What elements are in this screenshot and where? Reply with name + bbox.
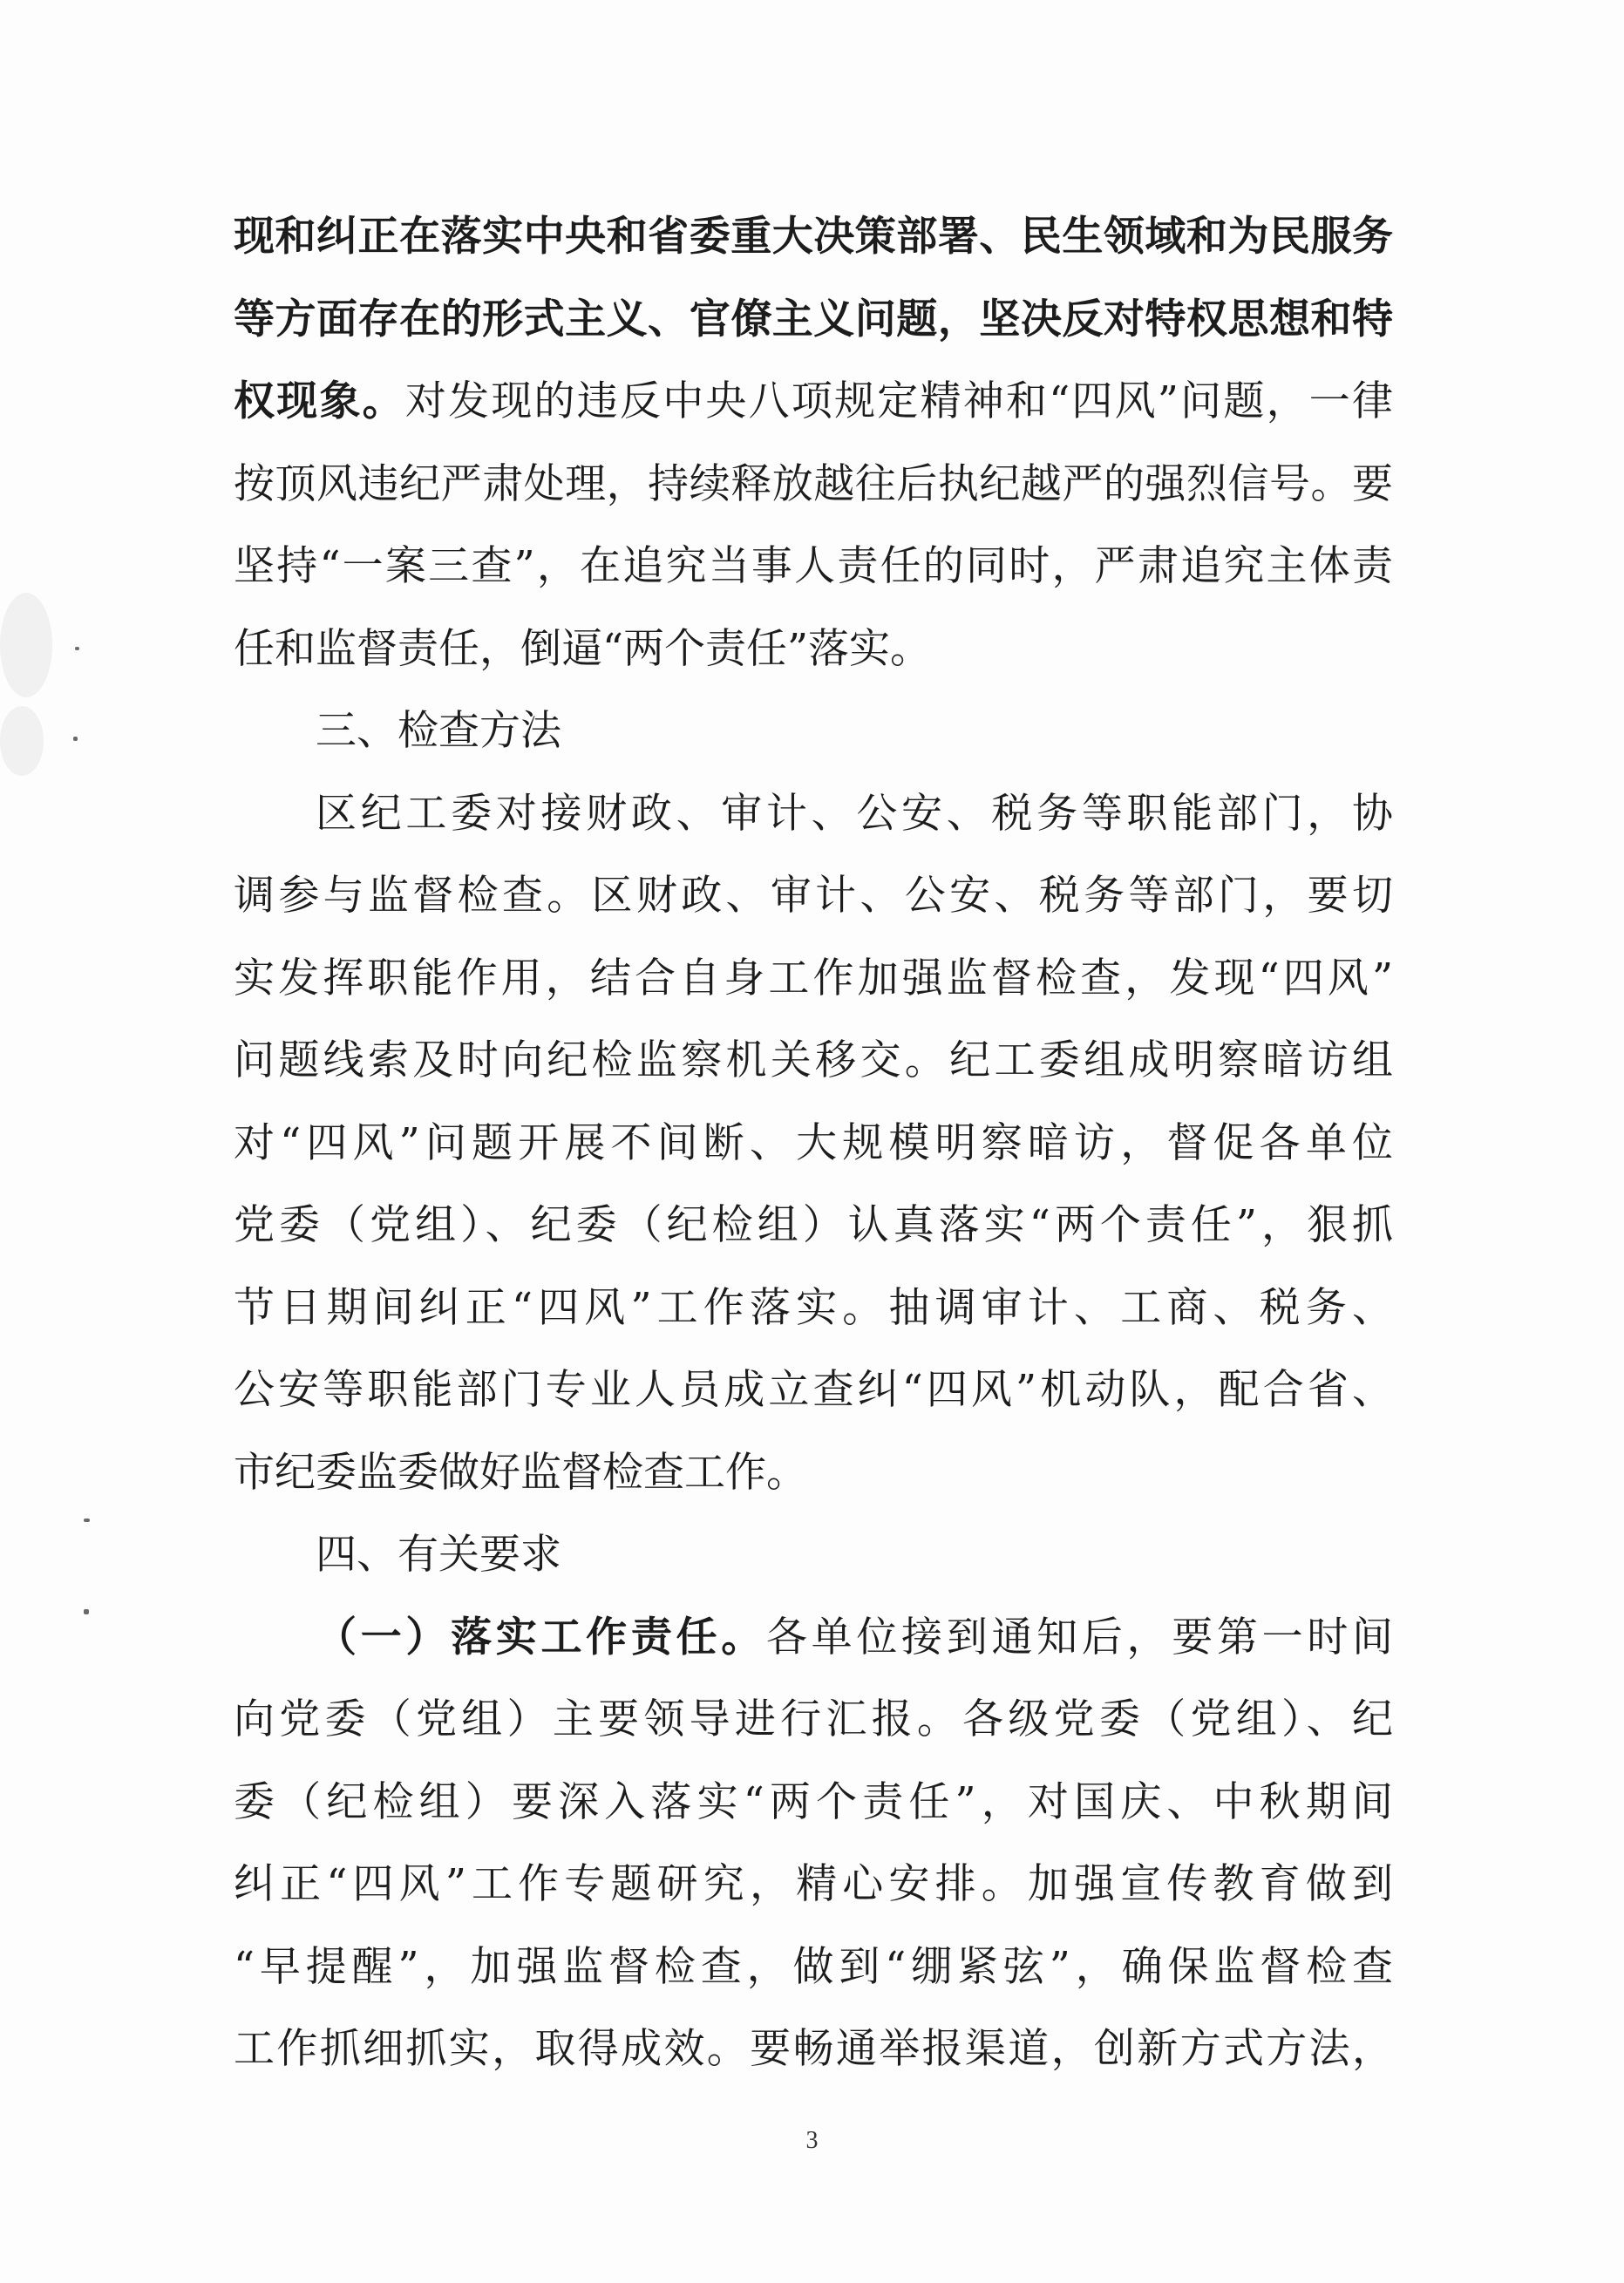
body-line: [234, 1597, 1393, 1680]
body-line: 任和监督责任，倒逼“两个责任”落实。: [234, 624, 932, 673]
body-line: 纠正“四风”工作专题研究，精心安排。加强宣传教育做到: [234, 1860, 1393, 1908]
body-line: 党委（党组）、纪委（纪检组）认真落实“两个责任”，狠抓: [234, 1201, 1393, 1249]
scan-mark: [73, 737, 78, 741]
scan-mark: [75, 647, 79, 650]
body-line: 对“四风”问题开展不间断、大规模明察暗访，督促各单位: [234, 1118, 1393, 1167]
body-line: 工作抓细抓实，取得成效。要畅通举报渠道，创新方式方法，: [234, 2025, 1393, 2073]
body-line: [234, 361, 1393, 444]
body-line: 坚持“一案三查”，在追究当事人责任的同时，严肃追究主体责: [234, 542, 1393, 590]
scan-smudge: [0, 706, 44, 776]
body-line: 问题线索及时向纪检监察机关移交。纪工委组成明察暗访组: [234, 1036, 1393, 1084]
body-line: 公安等职能部门专业人员成立查纠“四风”机动队，配合省、: [234, 1366, 1393, 1414]
subsection-title: （一）落实工作责任。: [316, 1613, 766, 1661]
body-line-rest: 对发现的违反中央八项规定精神和“四风”问题，一律: [404, 377, 1393, 425]
body-line: 实发挥职能作用，结合自身工作加强监督检查，发现“四风”: [234, 954, 1393, 1002]
body-line: 市纪委监委做好监督检查工作。: [234, 1448, 807, 1497]
body-line: 向党委（党组）主要领导进行汇报。各级党委（党组）、纪: [234, 1695, 1393, 1743]
body-line: 调参与监督检查。区财政、审计、公安、税务等部门，要切: [234, 872, 1393, 920]
scan-mark: [84, 1609, 89, 1614]
body-line: 按顶风违纪严肃处理，持续释放越往后执纪越严的强烈信号。要: [234, 459, 1393, 508]
body-line: 委（纪检组）要深入落实“两个责任”，对国庆、中秋期间: [234, 1777, 1393, 1826]
body-line: 区纪工委对接财政、审计、公安、税务等职能部门，协: [316, 789, 1393, 838]
bold-phrase: 权现象。: [234, 377, 405, 425]
scan-smudge: [0, 593, 52, 697]
section-heading: 四、有关要求: [316, 1531, 561, 1579]
body-line: “早提醒”，加强监督检查，做到“绷紧弦”，确保监督检查: [234, 1942, 1393, 1991]
body-line-rest: 各单位接到通知后，要第一时间: [765, 1613, 1393, 1661]
page-number: 3: [805, 2127, 819, 2154]
body-line: 节日期间纠正“四风”工作落实。抽调审计、工商、税务、: [234, 1283, 1393, 1332]
section-heading: 三、检查方法: [316, 707, 561, 755]
scan-mark: [84, 1519, 90, 1522]
body-line: 等方面存在的形式主义、官僚主义问题，坚决反对特权思想和特: [234, 295, 1393, 343]
body-line: 现和纠正在落实中央和省委重大决策部署、民生领域和为民服务: [234, 213, 1393, 261]
body-text: [234, 196, 1393, 2091]
